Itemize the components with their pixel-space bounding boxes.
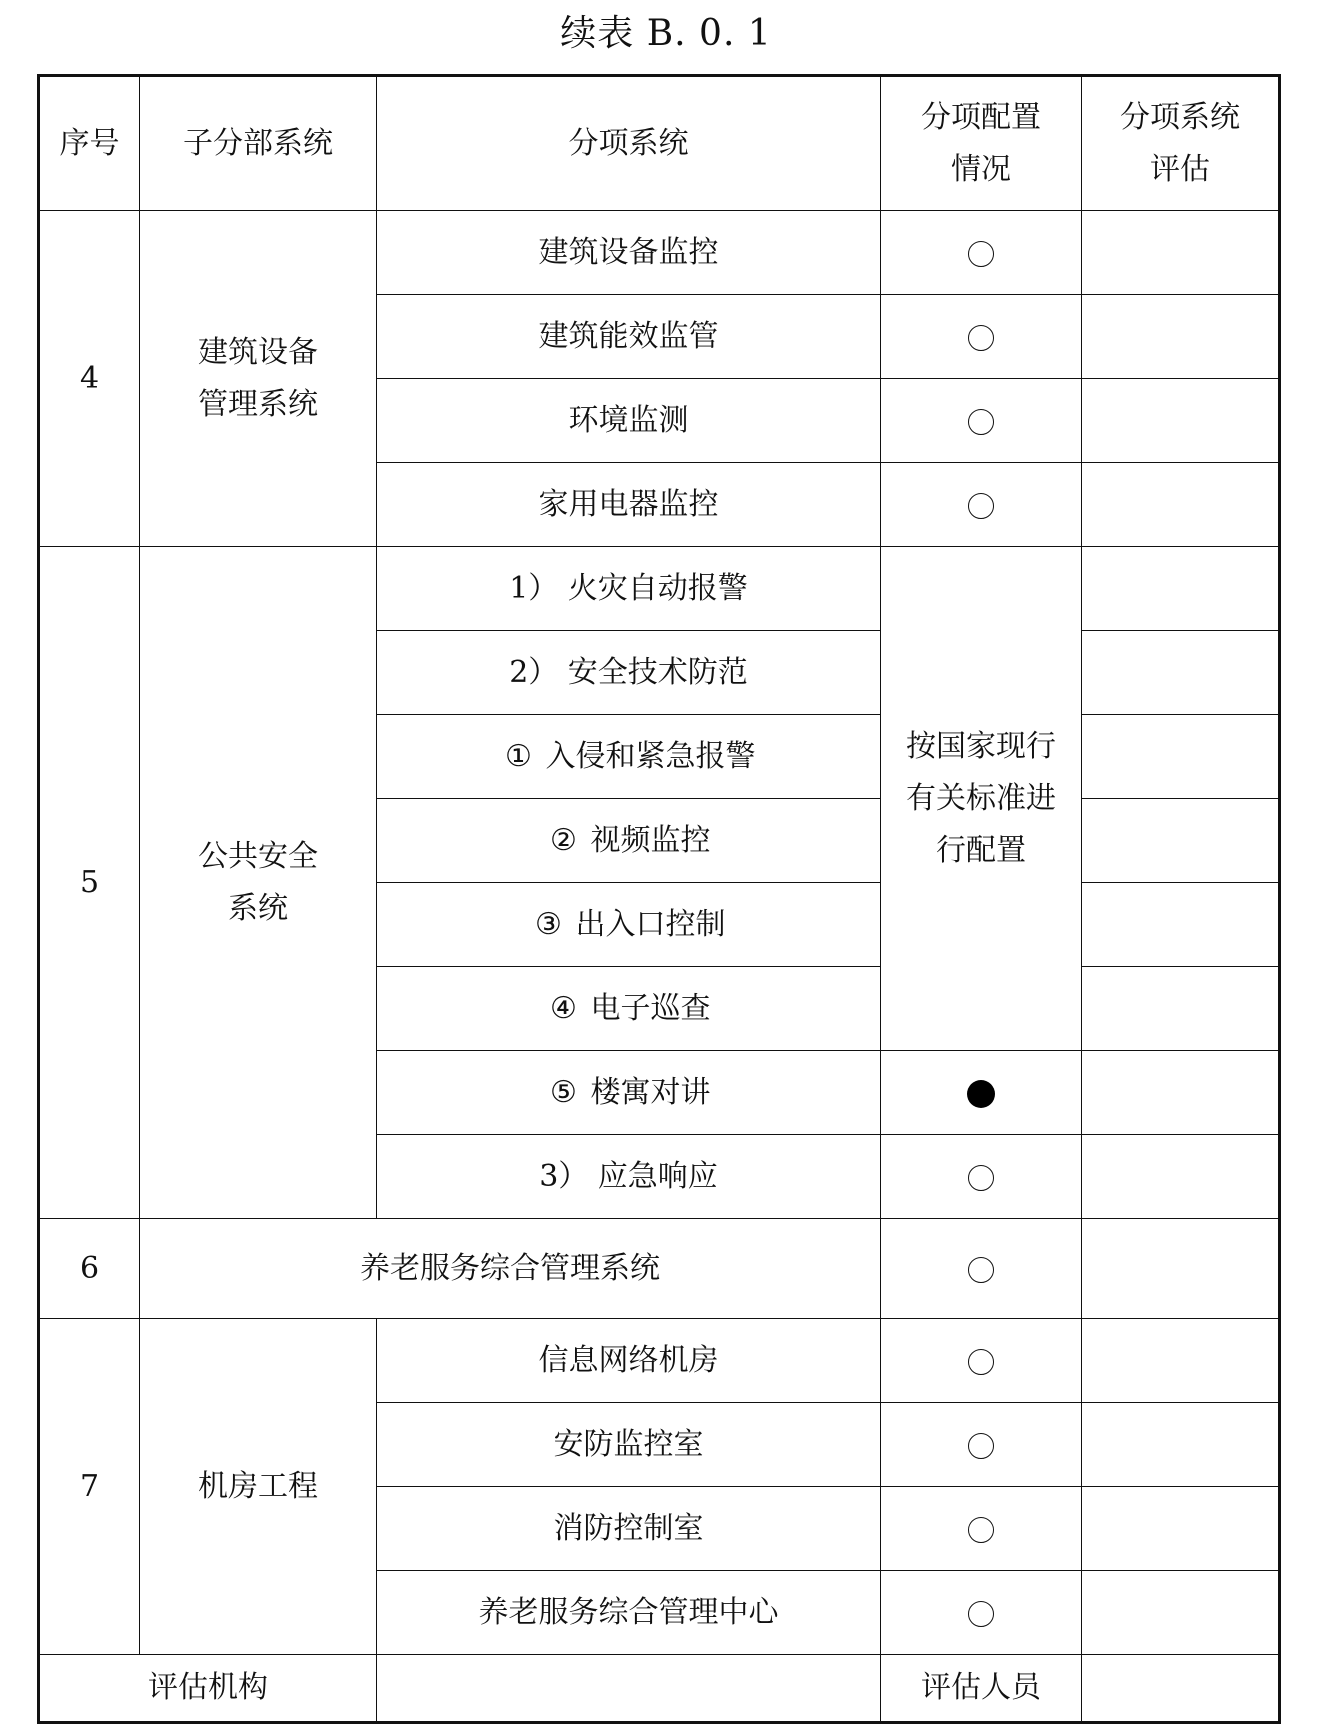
assessment-cell[interactable] xyxy=(1082,211,1280,295)
item-name: ① 入侵和紧急报警 xyxy=(377,715,881,799)
config-cell xyxy=(881,463,1082,547)
group-6-seq: 6 xyxy=(39,1219,140,1319)
header-row xyxy=(39,76,1280,211)
header-seq: 序号 xyxy=(39,76,140,211)
config-cell xyxy=(881,1403,1082,1487)
item-name: 环境监测 xyxy=(377,379,881,463)
assessment-cell[interactable] xyxy=(1082,1135,1280,1219)
assessment-cell[interactable] xyxy=(1082,547,1280,631)
assessment-cell[interactable] xyxy=(1082,715,1280,799)
merged-config-note: 按国家现行 有关标准进 行配置 xyxy=(881,547,1082,1051)
group-5-name: 公共安全 系统 xyxy=(140,547,377,1219)
circled-number: ③ xyxy=(535,906,562,942)
group-4-name: 建筑设备 管理系统 xyxy=(140,211,377,547)
assessment-cell[interactable] xyxy=(1082,1571,1280,1655)
hollow-circle-icon xyxy=(968,1433,994,1459)
circled-number: ① xyxy=(505,738,532,774)
assessment-cell[interactable] xyxy=(1082,883,1280,967)
config-cell xyxy=(881,1051,1082,1135)
hollow-circle-icon xyxy=(968,325,994,351)
assessor-label: 评估人员 xyxy=(881,1655,1082,1723)
config-cell xyxy=(881,295,1082,379)
item-name: 3） 应急响应 xyxy=(377,1135,881,1219)
assessment-cell[interactable] xyxy=(1082,1319,1280,1403)
solid-circle-icon xyxy=(967,1080,995,1108)
header-item-system: 分项系统 xyxy=(377,76,881,211)
assessment-cell[interactable] xyxy=(1082,1219,1280,1319)
hollow-circle-icon xyxy=(968,1349,994,1375)
item-name: 建筑能效监管 xyxy=(377,295,881,379)
assessment-cell[interactable] xyxy=(1082,463,1280,547)
group-7-seq: 7 xyxy=(39,1319,140,1655)
hollow-circle-icon xyxy=(968,409,994,435)
item-name: 养老服务综合管理中心 xyxy=(377,1571,881,1655)
agency-value[interactable] xyxy=(377,1655,881,1723)
footer-row xyxy=(39,1655,1280,1723)
config-cell xyxy=(881,1487,1082,1571)
assessment-cell[interactable] xyxy=(1082,631,1280,715)
item-name: 2） 安全技术防范 xyxy=(377,631,881,715)
assessment-cell[interactable] xyxy=(1082,1051,1280,1135)
group-4-seq: 4 xyxy=(39,211,140,547)
config-cell xyxy=(881,1135,1082,1219)
assessor-value[interactable] xyxy=(1082,1655,1280,1723)
agency-label: 评估机构 xyxy=(39,1655,377,1723)
circled-number: ② xyxy=(550,822,577,858)
table-row xyxy=(39,547,1280,631)
config-cell xyxy=(881,1319,1082,1403)
item-name: ② 视频监控 xyxy=(377,799,881,883)
hollow-circle-icon xyxy=(968,1517,994,1543)
hollow-circle-icon xyxy=(968,1601,994,1627)
header-subsystem: 子分部系统 xyxy=(140,76,377,211)
table-title: 续表 B. 0. 1 xyxy=(560,13,772,54)
circled-number: ⑤ xyxy=(550,1074,577,1110)
item-name: 1） 火灾自动报警 xyxy=(377,547,881,631)
assessment-cell[interactable] xyxy=(1082,799,1280,883)
config-cell xyxy=(881,1219,1082,1319)
item-name: 安防监控室 xyxy=(377,1403,881,1487)
hollow-circle-icon xyxy=(968,1165,994,1191)
assessment-cell[interactable] xyxy=(1082,1487,1280,1571)
config-cell xyxy=(881,211,1082,295)
item-name: ④ 电子巡查 xyxy=(377,967,881,1051)
header-config: 分项配置 情况 xyxy=(881,76,1082,211)
group-6-name: 养老服务综合管理系统 xyxy=(140,1219,881,1319)
circled-number: ④ xyxy=(550,990,577,1026)
assessment-cell[interactable] xyxy=(1082,295,1280,379)
table-row xyxy=(39,211,1280,295)
assessment-cell[interactable] xyxy=(1082,1403,1280,1487)
group-5-seq: 5 xyxy=(39,547,140,1219)
assessment-cell[interactable] xyxy=(1082,379,1280,463)
hollow-circle-icon xyxy=(968,1257,994,1283)
item-name: 消防控制室 xyxy=(377,1487,881,1571)
config-cell xyxy=(881,379,1082,463)
hollow-circle-icon xyxy=(968,241,994,267)
table-row xyxy=(39,1319,1280,1403)
hollow-circle-icon xyxy=(968,493,994,519)
item-name: 家用电器监控 xyxy=(377,463,881,547)
config-cell xyxy=(881,1571,1082,1655)
item-name: 信息网络机房 xyxy=(377,1319,881,1403)
item-name: ⑤ 楼寓对讲 xyxy=(377,1051,881,1135)
assessment-table xyxy=(37,74,1281,1724)
group-7-name: 机房工程 xyxy=(140,1319,377,1655)
header-assessment: 分项系统 评估 xyxy=(1082,76,1280,211)
item-name: ③ 出入口控制 xyxy=(377,883,881,967)
item-name: 建筑设备监控 xyxy=(377,211,881,295)
assessment-cell[interactable] xyxy=(1082,967,1280,1051)
table-row xyxy=(39,1219,1280,1319)
